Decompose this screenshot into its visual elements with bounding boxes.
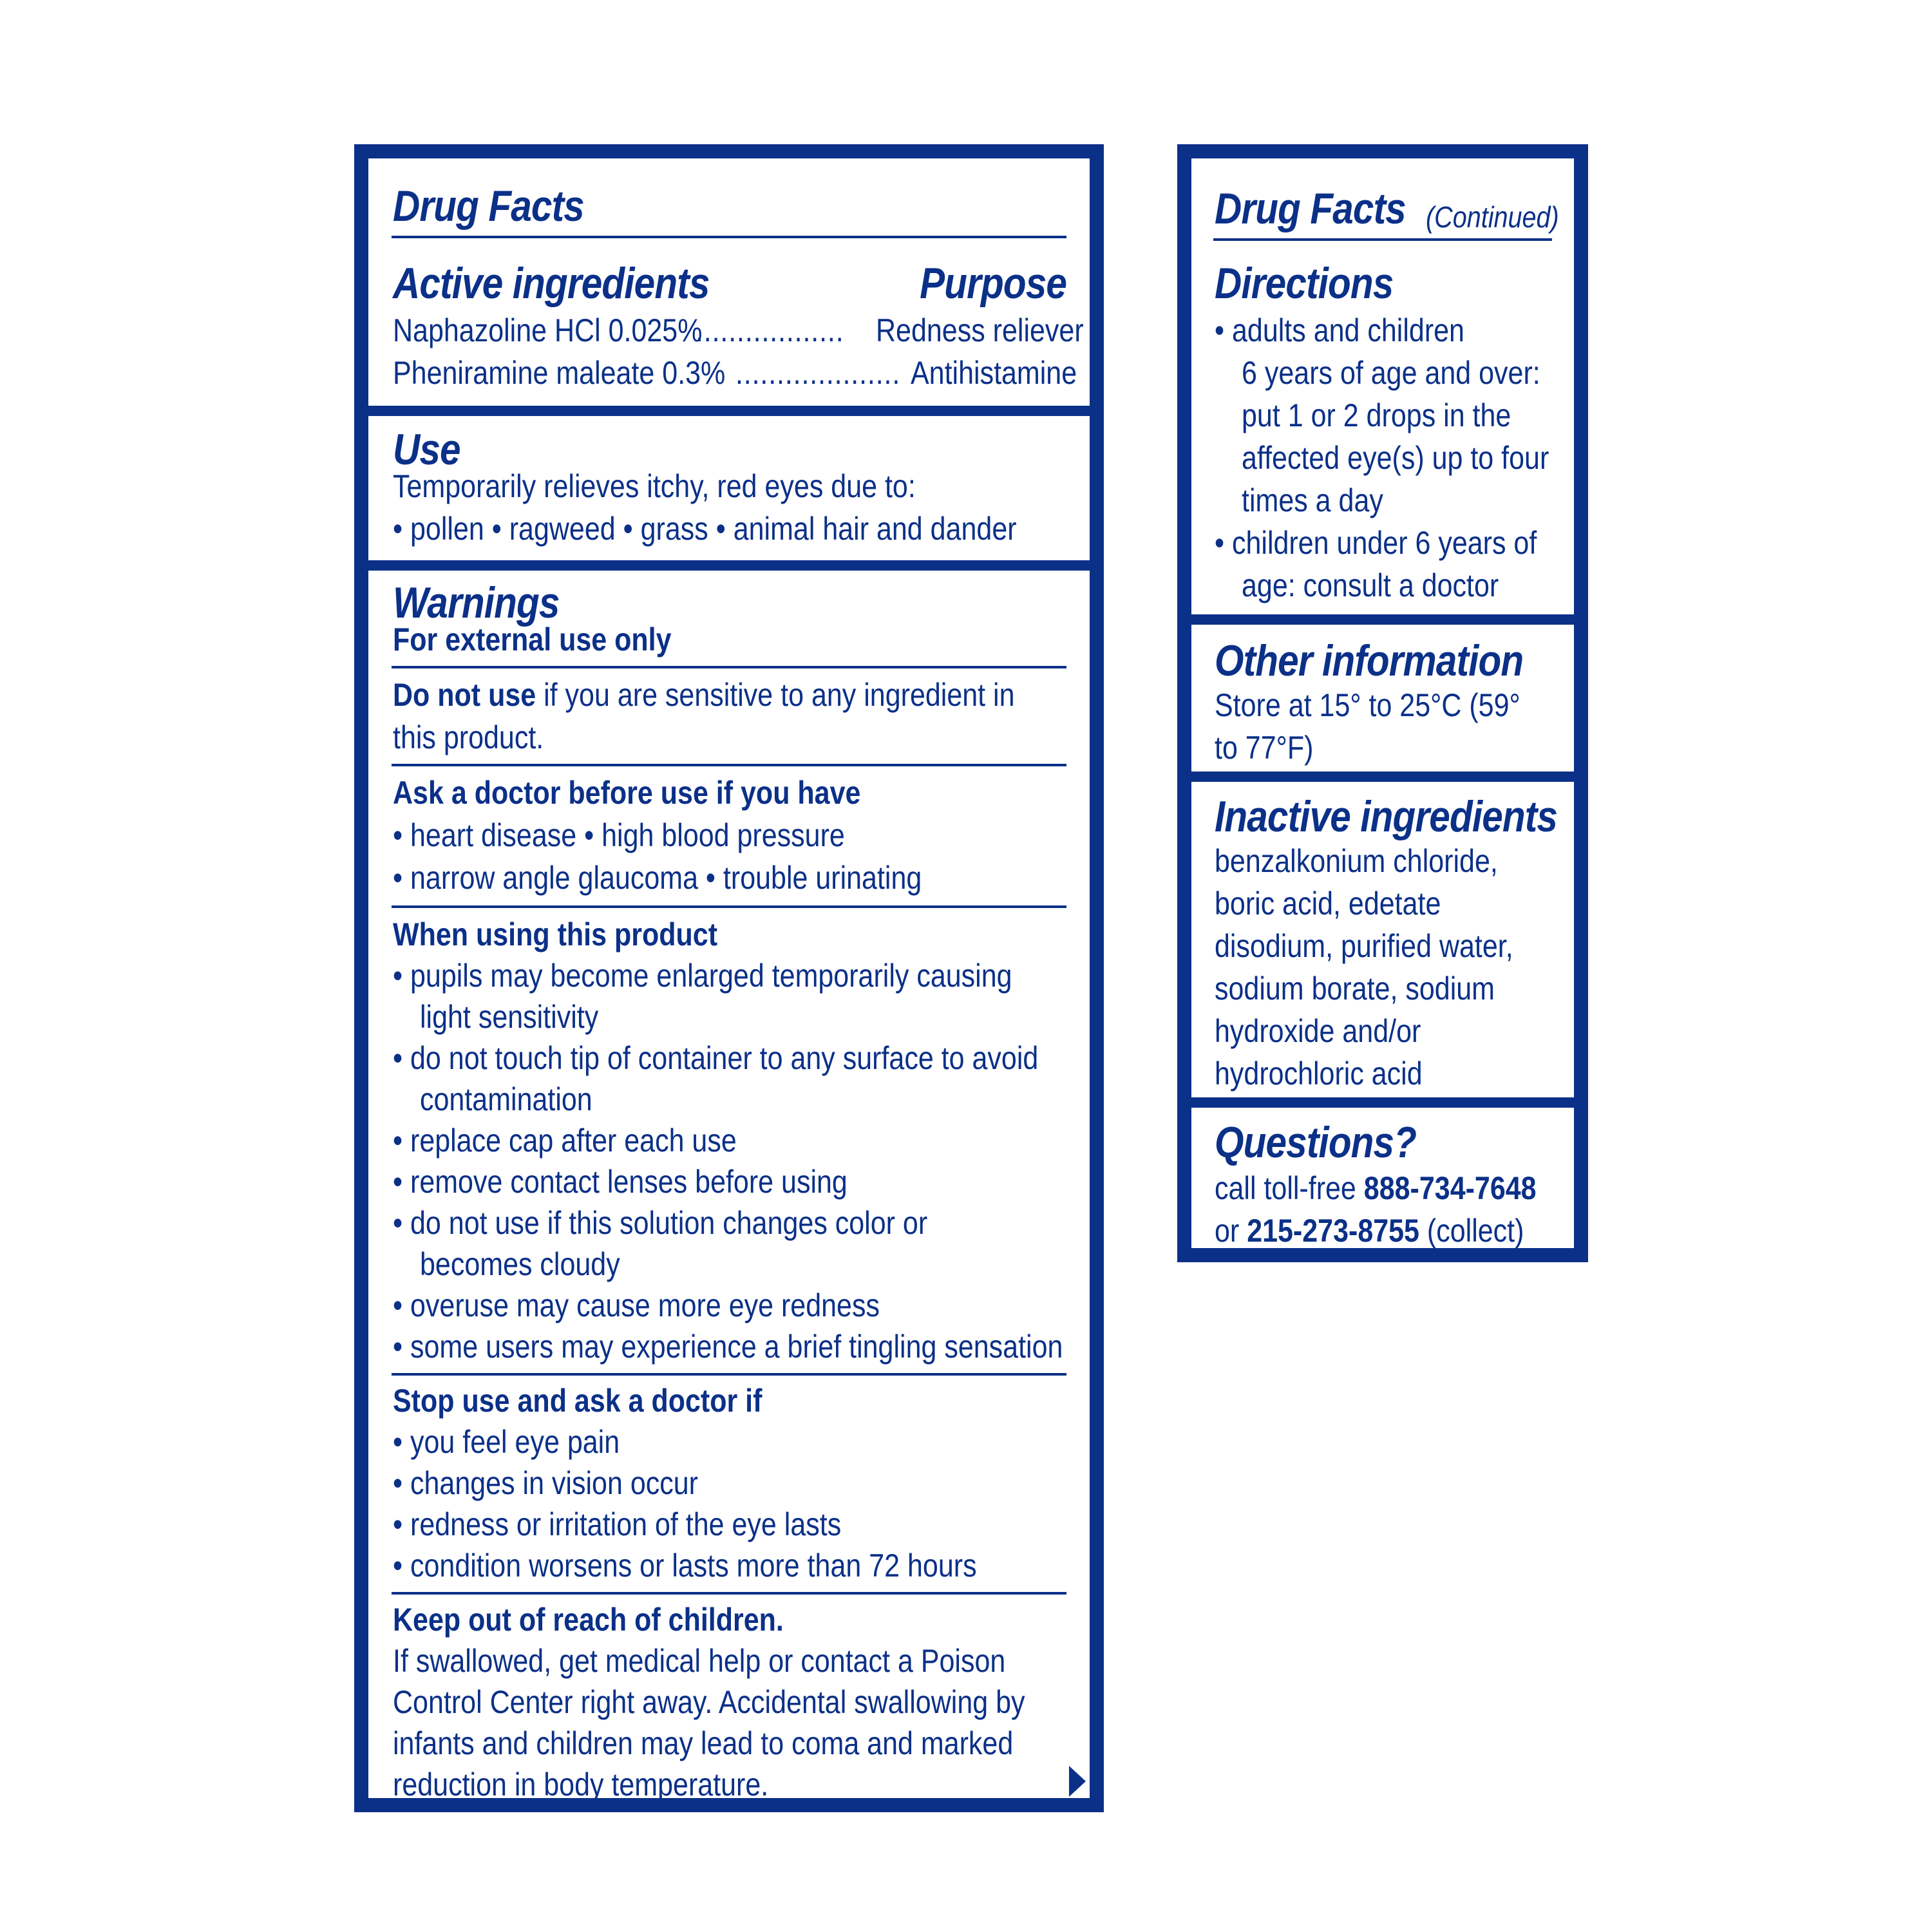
other-information-text: Store at 15° to 25°C (59° — [1215, 687, 1520, 723]
list-item: • pupils may become enlarged temporarily causing — [393, 958, 1012, 994]
dot-leader: .................. — [696, 312, 844, 348]
keep-out-text: If swallowed, get medical help or contact a Poison — [393, 1643, 1006, 1679]
list-item: affected eye(s) up to four — [1242, 440, 1549, 476]
questions-text: call toll-free — [1215, 1170, 1364, 1206]
inactive-ingredients-title: Inactive ingredients — [1215, 792, 1558, 841]
use-items: • pollen • ragweed • grass • animal hair and dander — [393, 511, 1017, 547]
section-divider — [1191, 614, 1574, 625]
external-use-text: For external use only — [393, 621, 672, 658]
section-divider — [1191, 772, 1574, 782]
collect-phone: 215-273-8755 — [1247, 1213, 1419, 1249]
do-not-use-text: if you are sensitive to any ingredient in — [536, 677, 1015, 713]
warnings-rule — [392, 666, 1066, 668]
when-using-heading: When using this product — [393, 916, 718, 952]
questions-line — [1215, 1215, 1524, 1247]
use-title: Use — [393, 425, 460, 474]
list-item: • do not use if this solution changes color or — [393, 1205, 928, 1241]
drug-facts-panel-right — [1177, 144, 1588, 1262]
ingredient-name: Pheniramine maleate 0.3% — [393, 355, 726, 391]
ingredient-name: Naphazoline HCl 0.025% — [393, 312, 703, 348]
keep-out-text: reduction in body temperature. — [393, 1766, 769, 1803]
list-item: • changes in vision occur — [393, 1465, 698, 1501]
list-item: • remove contact lenses before using — [393, 1164, 848, 1200]
list-item: • overuse may cause more eye redness — [393, 1287, 880, 1323]
do-not-use-text: this product. — [393, 719, 544, 755]
section-divider — [368, 560, 1090, 571]
inactive-ingredients-text: hydrochloric acid — [1215, 1056, 1423, 1092]
dot-leader: .................... — [735, 355, 901, 391]
warnings-rule — [392, 764, 1066, 766]
list-item: • narrow angle glaucoma • trouble urinating — [393, 860, 922, 896]
inactive-ingredients-text: sodium borate, sodium — [1215, 971, 1495, 1007]
inactive-ingredients-text: benzalkonium chloride, — [1215, 843, 1498, 879]
questions-text: (collect) — [1419, 1213, 1524, 1249]
list-item: • some users may experience a brief tingling sensation — [393, 1329, 1063, 1365]
list-item: times a day — [1242, 482, 1383, 518]
continue-arrow-icon — [1069, 1766, 1086, 1797]
list-item: put 1 or 2 drops in the — [1242, 397, 1511, 433]
active-ingredients-title: Active ingredients — [393, 259, 710, 308]
list-item: • adults and children — [1215, 312, 1464, 348]
drug-facts-panel-left — [354, 144, 1104, 1812]
header-rule — [1213, 238, 1552, 241]
section-divider — [1191, 1097, 1574, 1108]
list-item: age: consult a doctor — [1242, 567, 1499, 603]
list-item: • you feel eye pain — [393, 1424, 620, 1460]
list-item: becomes cloudy — [420, 1246, 620, 1282]
warnings-rule — [392, 1373, 1066, 1376]
list-item: • replace cap after each use — [393, 1122, 737, 1159]
keep-out-text: Control Center right away. Accidental swallowing by — [393, 1684, 1025, 1720]
section-divider — [368, 406, 1090, 416]
list-item: contamination — [420, 1081, 592, 1117]
other-information-text: to 77°F) — [1215, 730, 1314, 766]
directions-title: Directions — [1215, 259, 1394, 308]
do-not-use-label: Do not use — [393, 677, 536, 713]
list-item: • redness or irritation of the eye lasts — [393, 1506, 842, 1542]
keep-out-text: infants and children may lead to coma and marked — [393, 1725, 1014, 1761]
ingredient-purpose: Antihistamine — [911, 355, 1077, 391]
list-item: 6 years of age and over: — [1242, 355, 1540, 391]
questions-text: or — [1215, 1213, 1247, 1249]
do-not-use-line — [393, 679, 1015, 711]
list-item: light sensitivity — [420, 999, 599, 1035]
stop-use-heading: Stop use and ask a doctor if — [393, 1383, 762, 1419]
warnings-rule — [392, 1592, 1066, 1595]
list-item: • children under 6 years of — [1215, 525, 1537, 561]
warnings-rule — [392, 905, 1066, 908]
list-item: • heart disease • high blood pressure — [393, 817, 845, 853]
use-text: Temporarily relieves itchy, red eyes due to: — [393, 468, 916, 504]
questions-title: Questions? — [1215, 1118, 1417, 1167]
header-rule — [392, 236, 1066, 238]
ingredient-purpose: Redness reliever — [876, 312, 1084, 348]
questions-line — [1215, 1172, 1537, 1204]
inactive-ingredients-text: boric acid, edetate — [1215, 886, 1441, 922]
other-information-title: Other information — [1215, 636, 1524, 685]
list-item: • condition worsens or lasts more than 72 hours — [393, 1548, 977, 1584]
keep-out-heading: Keep out of reach of children. — [393, 1602, 784, 1638]
inactive-ingredients-text: hydroxide and/or — [1215, 1013, 1421, 1049]
ask-doctor-heading: Ask a doctor before use if you have — [393, 775, 861, 811]
inactive-ingredients-text: disodium, purified water, — [1215, 928, 1513, 964]
drug-facts-title: Drug Facts — [1215, 184, 1406, 233]
purpose-title: Purpose — [920, 259, 1066, 308]
warnings-title: Warnings — [393, 578, 560, 627]
drug-facts-title: Drug Facts — [393, 182, 584, 231]
continued-label: (Continued) — [1426, 200, 1559, 234]
toll-free-phone: 888-734-7648 — [1363, 1170, 1537, 1206]
list-item: • do not touch tip of container to any surface to avoid — [393, 1040, 1039, 1076]
